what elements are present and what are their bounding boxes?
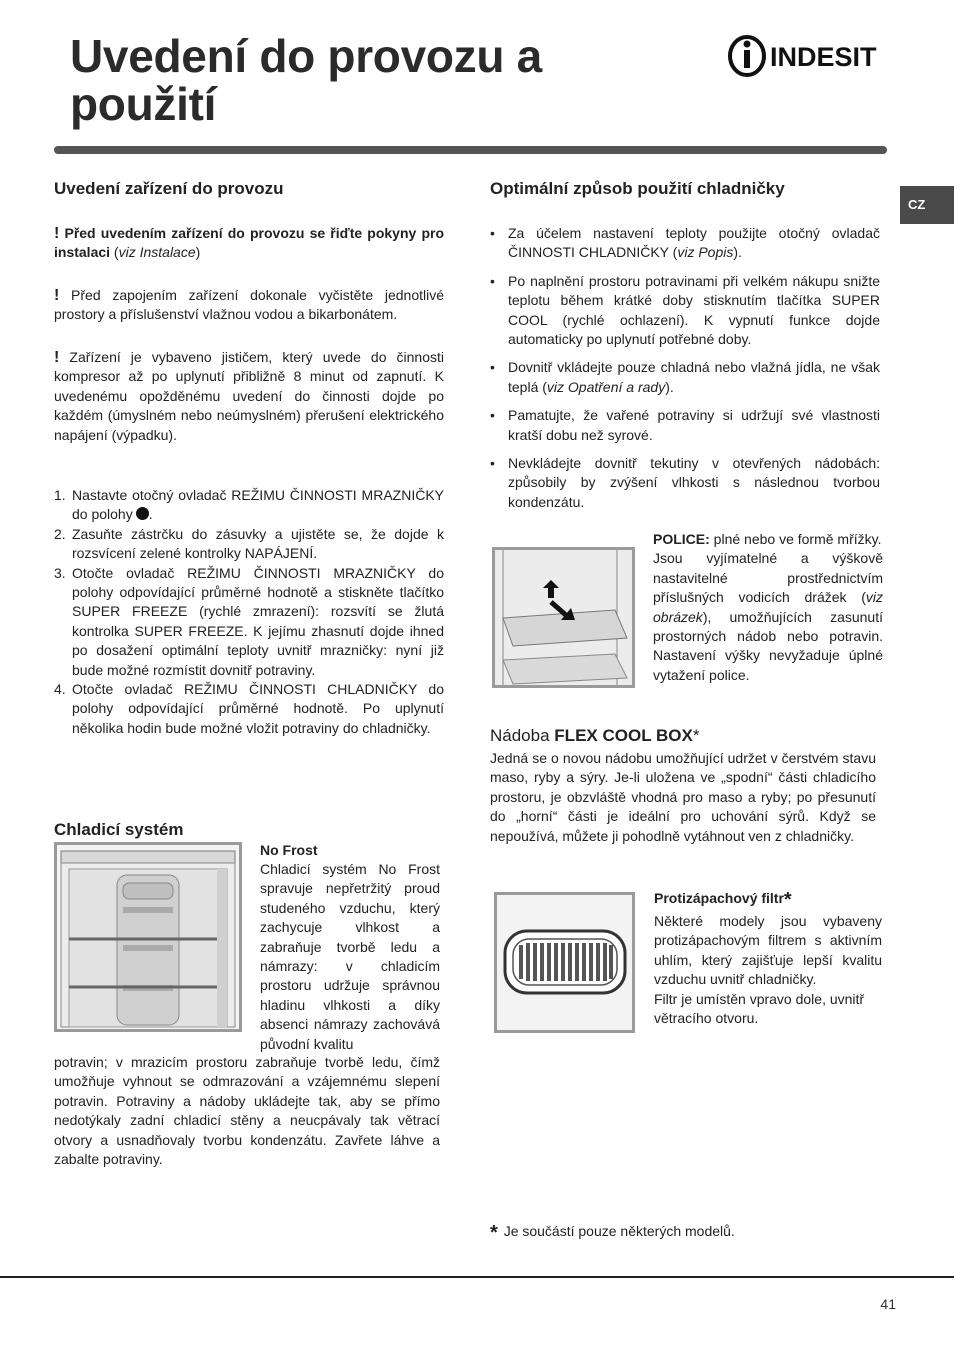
police-text1: plné nebo ve formě mřížky. bbox=[713, 531, 882, 547]
fridge-interior-illustration bbox=[57, 845, 239, 1029]
warning-icon: ! bbox=[54, 225, 60, 242]
note-cleaning-text: Před zapojením zařízení dokonale vyčistěte jednotlivé prostory a příslušenství vlažnou vodou a bikarbonátem. bbox=[54, 287, 445, 323]
page-title bbox=[70, 32, 670, 128]
brand-logo-icon bbox=[726, 32, 891, 80]
brand-logo bbox=[726, 32, 891, 80]
police-text3: umožňujících zasunutí prostorných nádob nebo potravin. Nastavení výšky nevyžaduje úplné vytažení police. bbox=[653, 608, 883, 683]
page-title-line1: Uvedení do provozu a bbox=[70, 30, 542, 82]
police-ref: viz obrázek bbox=[653, 589, 883, 625]
section-heading-usage: Optimální způsob použití chladničky bbox=[490, 179, 785, 198]
warning-icon: ! bbox=[54, 349, 60, 366]
list-item: 1. Nastavte otočný ovladač REŽIMU ČINNOSTI MRAZNIČKY do polohy . bbox=[54, 487, 444, 523]
note-breaker-text: Zařízení je vybaveno jističem, který uvede do činnosti kompresor až po uplynutí přibližně 8 minut od zapnutí. K uvedenému opožděnému uvedení do činnosti dojde po každém (úmyslném nebo neúmyslném) přerušení elektrického napájení (výpadku). bbox=[54, 349, 444, 443]
filter-description bbox=[654, 912, 882, 1028]
list-item: 3. Otočte ovladač REŽIMU ČINNOSTI MRAZNIČKY do polohy odpovídající průměrné hodnotě a stiskněte tlačítko SUPER FREEZE (rychlé zmrazení): rozsvítí se žlutá kontrolka SUPER FREEZE. K jejímu zhasnutí dojde ihned po dosažení optimální teploty uvnitř mrazničky: nyní již bude možné rozmístit dovnitř potraviny. bbox=[54, 564, 444, 678]
shelf-image bbox=[492, 547, 635, 688]
section-heading-setup: Uvedení zařízení do provozu bbox=[54, 179, 284, 198]
footnote-star: * bbox=[490, 1222, 498, 1244]
usage-bullets bbox=[490, 224, 880, 521]
filter-title: Protizápachový filtr* bbox=[654, 889, 792, 911]
nofrost-text: Chladicí systém No Frost spravuje nepřetržitý proud studeného vzduchu, který zachycuje vlhkost a zabraňuje tvorbě ledu a námrazy: v chladicím prostoru udržuje správnou hladinu vlhkosti a díky absenci námrazy zachovává původní kvalitu bbox=[260, 861, 440, 1052]
list-item: 2. Zasuňte zástrčku do zásuvky a ujistěte se, že dojde k rozsvícení zelené kontrolky NAPÁJENÍ. bbox=[54, 525, 444, 562]
shelf-illustration bbox=[495, 550, 632, 685]
note-breaker bbox=[54, 348, 444, 445]
flex-star: * bbox=[692, 726, 700, 745]
page-title-line2: použití bbox=[70, 78, 217, 130]
filter-illustration bbox=[497, 895, 632, 1030]
footnote bbox=[490, 1222, 735, 1245]
flex-heading bbox=[490, 726, 890, 746]
list-item: • Po naplnění prostoru potravinami při velkém nákupu snižte teplotu během krátké doby stisknutím tlačítka SUPER COOL (rychlé ochlazení). K vypnutí funkce dojde automaticky po uplynutí potřebné doby. bbox=[490, 272, 880, 350]
list-item: • Pamatujte, že vařené potraviny si udržují své vlastnosti kratší dobu než syrové. bbox=[490, 406, 880, 445]
flex-prefix: Nádoba bbox=[490, 726, 550, 745]
header-rule bbox=[54, 146, 887, 154]
steps-list bbox=[54, 486, 444, 738]
filter-text1: Některé modely jsou vybaveny protizápachovým filtrem s aktivním uhlím, který zajišťuje lepší kvalitu vzduchu uvnitř chladničky. bbox=[654, 913, 882, 988]
brand-name: INDESIT bbox=[770, 42, 877, 72]
warning-icon: ! bbox=[54, 287, 60, 304]
nofrost-continuation: potravin; v mrazicím prostoru zabraňuje tvorbě ledu, čímž umožňuje vyhnout se odmrazování a vzájemnému slepení potravin. Potraviny a nádoby ukládejte tak, aby se přímo nedotýkaly zadní chladicí stěny a neucpávaly tak větrací otvory a usnadňovaly tvorbu kondenzátu. Zavřete láhve a zabalte potraviny. bbox=[54, 1054, 440, 1168]
language-tab: CZ bbox=[900, 186, 954, 224]
list-item: • Dovnitř vkládejte pouze chladná nebo vlažná jídla, ne však teplá (viz Opatření a rady). bbox=[490, 358, 880, 397]
flex-name: FLEX COOL BOX bbox=[554, 726, 693, 745]
list-item: 4. Otočte ovladač REŽIMU ČINNOSTI CHLADNIČKY do polohy odpovídající průměrné hodnotě. Po uplynutí několika hodin bude možné vložit potraviny do chladničky. bbox=[54, 681, 444, 736]
note-cleaning bbox=[54, 286, 444, 325]
filter-text2: Filtr je umístěn vpravo dole, uvnitř větracího otvoru. bbox=[654, 990, 865, 1027]
footnote-text: Je součástí pouze některých modelů. bbox=[503, 1223, 735, 1239]
police-label: POLICE: bbox=[653, 531, 710, 547]
filter-star: * bbox=[783, 889, 792, 911]
filter-image bbox=[494, 892, 635, 1033]
note-installation-ref: viz Instalace bbox=[118, 244, 196, 261]
fridge-interior-image bbox=[54, 842, 242, 1032]
nofrost-title: No Frost bbox=[260, 842, 318, 858]
footer-rule bbox=[0, 1276, 954, 1278]
note-installation-text: Před uvedením zařízení do provozu se řiďte pokyny pro instalaci bbox=[54, 225, 445, 261]
note-installation: ! Před uvedením zařízení do provozu se řiďte pokyny pro instalaci (viz Instalace) bbox=[54, 225, 445, 261]
page-number: 41 bbox=[880, 1296, 896, 1312]
list-item: • Za účelem nastavení teploty použijte otočný ovladač ČINNOSTI CHLADNIČKY (viz Popis). bbox=[490, 224, 880, 263]
police-description: POLICE: plné nebo ve formě mřížky. Jsou vyjímatelné a výškově nastavitelné prostřednictvím příslušných vodicích drážek (viz obrázek), umožňujících zasunutí prostorných nádob nebo potravin. Nastavení výšky nevyžaduje úplné vytažení police. bbox=[653, 531, 883, 683]
flex-text: Jedná se o novou nádobu umožňující udržet v čerstvém stavu maso, ryby a sýry. Je-li uložena ve „spodní“ části chladicího prostoru, je obzvláště vhodná pro maso a ryby; po přesunutí do „horní“ části je ideální pro uchování sýrů. Když se nepoužívá, můžete ji pohodlně vytáhnout ven z chladničky. bbox=[490, 750, 876, 844]
list-item: • Nevkládejte dovnitř tekutiny v otevřených nádobách: způsobily by zvýšení vlhkosti s následnou tvorbou kondenzátu. bbox=[490, 454, 880, 512]
filled-circle-icon bbox=[136, 507, 149, 520]
police-text2: Jsou vyjímatelné a výškově nastavitelné prostřednictvím příslušných vodicích drážek bbox=[653, 550, 883, 606]
section-heading-cooling: Chladicí systém bbox=[54, 820, 184, 839]
